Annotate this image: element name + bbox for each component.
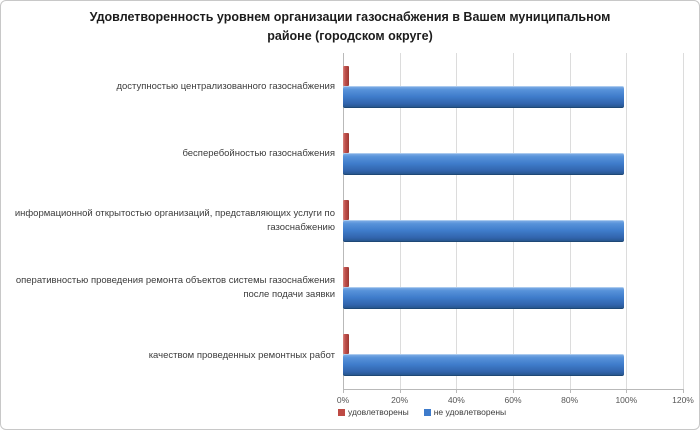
x-axis: [336, 389, 694, 407]
bar-not-satisfied: [343, 153, 624, 175]
category-label: бесперебойностью газоснабжения: [182, 147, 335, 159]
category-label: информационной открытостью организаций, представляющих услуги по газоснабжению: [14, 208, 335, 233]
bar-satisfied: [343, 200, 349, 220]
x-tick-label: 80%: [561, 395, 579, 405]
x-tick-label: 40%: [447, 395, 465, 405]
category-label: качеством проведенных ремонтных работ: [148, 349, 335, 361]
bar-group: [343, 322, 683, 389]
category-label: оперативностью проведения ремонта объектов системы газоснабжения после подачи заявки: [15, 275, 335, 301]
x-tick-mark: [626, 389, 627, 393]
x-tick-label: 0%: [336, 395, 350, 405]
x-tick-label: 60%: [504, 395, 522, 405]
bar-group: [343, 120, 683, 187]
bar-rows: [343, 53, 683, 389]
x-tick-mark: [513, 389, 514, 393]
plot-area: [343, 53, 683, 390]
x-tick-label: 120%: [672, 395, 694, 405]
bar-satisfied: [343, 133, 349, 153]
bar-satisfied: [343, 334, 349, 354]
x-tick-label: 100%: [615, 395, 638, 405]
legend-label: не удовлетворены: [433, 407, 507, 417]
bar-satisfied: [343, 66, 349, 86]
category-label: доступностью централизованного газоснабжения: [116, 80, 335, 92]
x-tick-mark: [400, 389, 401, 393]
legend-swatch-icon: [338, 409, 345, 416]
x-tick-mark: [343, 389, 344, 393]
legend-swatch-icon: [424, 409, 431, 416]
legend-item: [424, 407, 506, 417]
bar-not-satisfied: [343, 354, 624, 376]
x-tick-mark: [683, 389, 684, 393]
bar-not-satisfied: [343, 287, 624, 309]
bar-not-satisfied: [343, 86, 624, 108]
bar-group: [343, 187, 683, 254]
legend: [338, 407, 506, 417]
legend-label: удовлетворены: [348, 407, 409, 417]
x-tick-label: 20%: [391, 395, 409, 405]
bar-satisfied: [343, 267, 349, 287]
bar-group: [343, 53, 683, 120]
gridline: [683, 53, 684, 389]
chart-title: Удовлетворенность уровнем организации газоснабжения в Вашем муниципальном районе (городском округе): [89, 10, 611, 43]
x-tick-mark: [456, 389, 457, 393]
x-tick-mark: [570, 389, 571, 393]
legend-item: [338, 407, 409, 417]
bar-not-satisfied: [343, 220, 624, 242]
bar-group: [343, 255, 683, 322]
category-axis: [7, 53, 335, 389]
